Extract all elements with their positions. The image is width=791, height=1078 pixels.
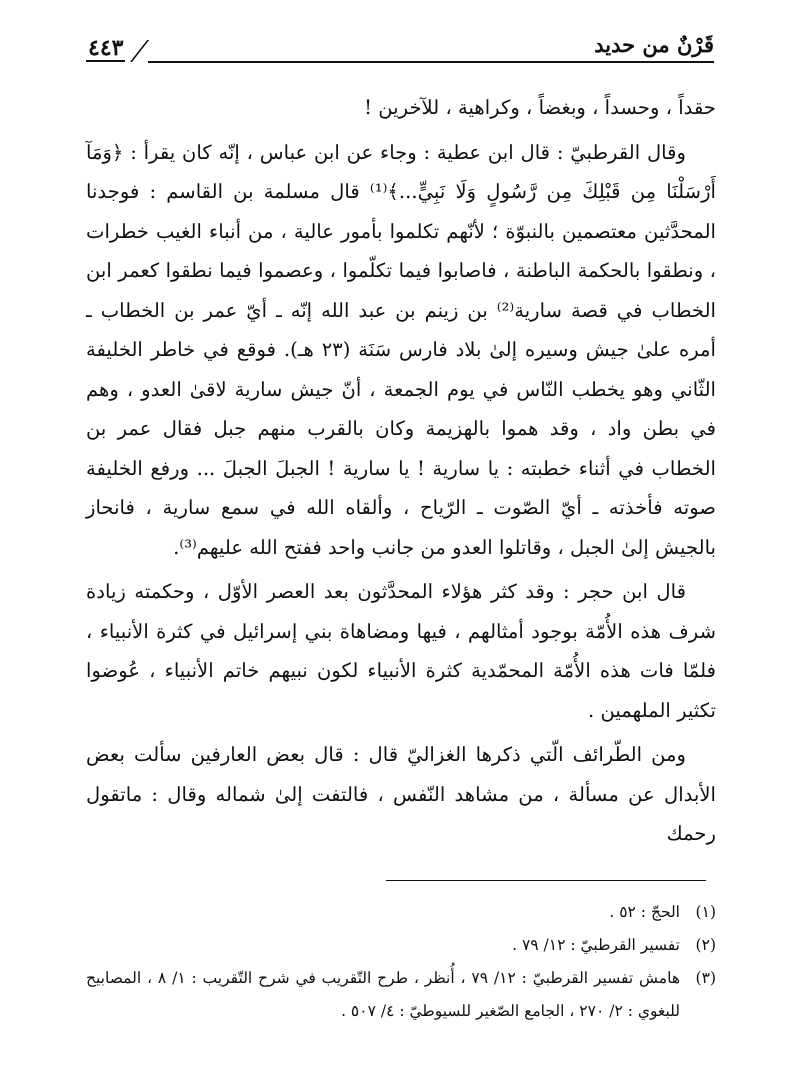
paragraph-4: ومن الطّرائف الّتي ذكرها الغزاليّ قال : قال بعض العارفين سألت بعض الأبدال عن مسألة ، من مشاهد النّفس ، فالتفت إلىٰ شماله وقال : ماتقول رحمك bbox=[86, 743, 716, 845]
header-rule bbox=[148, 61, 714, 63]
header-notch-decoration bbox=[130, 40, 171, 62]
body-text bbox=[86, 88, 716, 854]
paragraph-3: قال ابن حجر : وقد كثر هؤلاء المحدَّثون بعد العصر الأوّل ، وحكمته زيادة شرف هذه الأُمّة بوجود أمثالهم ، فيها ومضاهاة بني إسرائيل في كثرة الأنبياء ، فلمّا فات هذه الأُمّة المحمّدية كثرة الأنبياء لكون نبيهم خاتم الأنبياء ، عُوضوا تكثير الملهمين . bbox=[86, 580, 716, 722]
footnote-2 bbox=[86, 929, 716, 962]
footnote-text: الحجّ : ٥٢ . bbox=[609, 903, 680, 921]
footnote-3 bbox=[86, 962, 716, 1028]
footnote-text: هامش تفسير القرطبيّ : ١٢/ ٧٩ ، أُنظر ، طرح التّقريب في شرح التّقريب : ١/ ٨ ، المصابيح للبغوي : ٢/ ٢٧٠ ، الجامع الصّغير للسيوطيّ : ٤/ ٥٠٧ . bbox=[86, 969, 681, 1020]
footnotes bbox=[86, 896, 716, 1028]
page-number: ٤٤٣ bbox=[88, 35, 124, 61]
running-title: قَرْنٌ من حديد bbox=[594, 32, 714, 57]
paragraph-2: وقال القرطبيّ : قال ابن عطية : وجاء عن ابن عباس ، إنّه كان يقرأ : ﴿وَمَآ أَرْسَلْنَا مِن قَبْلِكَ مِن رَّسُولٍ وَلَا نَبِيٍّ...﴾⁽¹⁾ قال مسلمة بن القاسم : فوجدنا المحدَّثين معتصمين بالنبوّة ؛ لأنّهم تكلموا بأمور عالية ، من أنباء الغيب خطرات ، ونطقوا بالحكمة الباطنة ، فاصابوا فيما تكلّموا ، وعصموا فيما نطقوا كعمر ابن الخطاب في قصة سارية⁽²⁾ بن زينم بن عبد الله إنّه ـ أيّ عمر بن الخطاب ـ أمره علىٰ جيش وسيره إلىٰ بلاد فارس سَنَة (٢٣ هـ). فوقع في خاطر الخليفة الثّاني وهو يخطب النّاس في يوم الجمعة ، أنّ جيش سارية لاقىٰ العدو ، وهم في بطن واد ، وقد هموا بالهزيمة وكان بالقرب منهم جبل فقال عمر بن الخطاب في أثناء خطبته : يا سارية ! يا سارية ! الجبلَ الجبلَ ... ورفع الخليفة صوته فأخذته ـ أيّ الصّوت ـ الرّياح ، وألقاه الله في سمع سارية ، فانحاز بالجيش إلىٰ الجبل ، وقاتلوا العدو من جانب واحد ففتح الله عليهم⁽³⁾. bbox=[86, 140, 716, 559]
footnote-number: (٢) bbox=[695, 936, 716, 954]
footnote-1 bbox=[86, 896, 716, 929]
footnote-number: (٣) bbox=[695, 969, 716, 987]
footnote-number: (١) bbox=[695, 903, 716, 921]
footnote-text: تفسير القرطبيّ : ١٢/ ٧٩ . bbox=[512, 936, 680, 954]
running-header bbox=[84, 30, 714, 70]
footnote-separator bbox=[386, 880, 706, 881]
paragraph-1: حقداً ، وحسداً ، وبغضاً ، وكراهية ، للآخرين ! bbox=[364, 96, 716, 119]
